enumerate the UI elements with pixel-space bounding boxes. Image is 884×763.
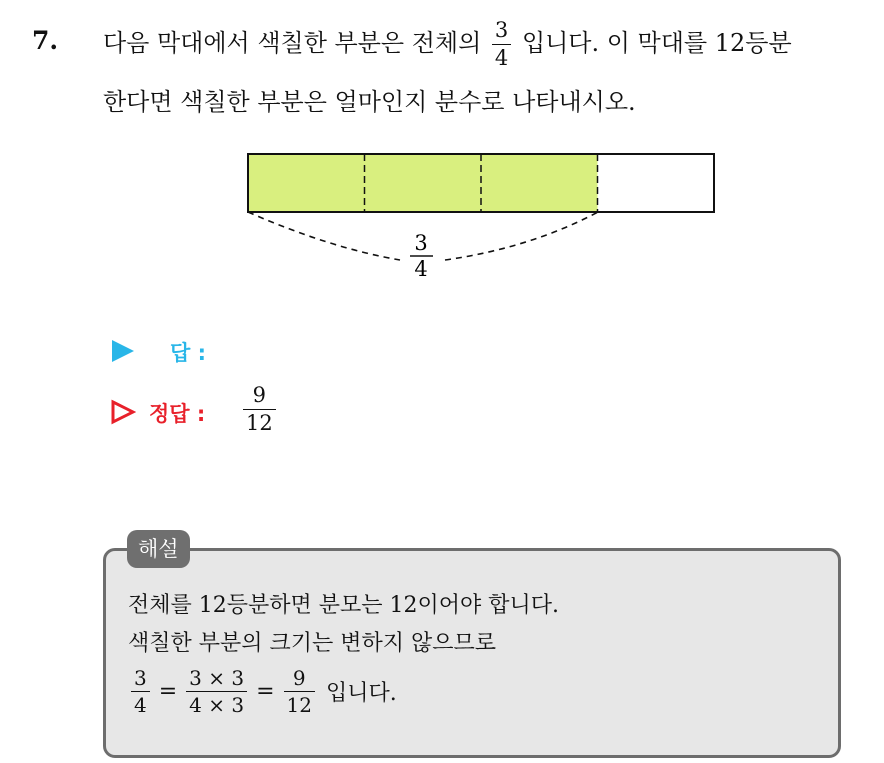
bar-figure <box>230 148 730 292</box>
question-line-1 <box>103 20 792 69</box>
answer-numerator: 9 <box>252 383 267 407</box>
equation-fraction-3 <box>284 668 315 715</box>
eq-f1-den: 4 <box>131 691 150 715</box>
explanation-line-1: 전체를 12등분하면 분모는 12이어야 합니다. <box>128 593 559 618</box>
eq-f3-num: 9 <box>292 666 306 690</box>
bar-shaded-region <box>248 154 598 212</box>
filled-triangle-icon <box>110 338 136 364</box>
eq-f1-num: 3 <box>134 666 147 690</box>
equals-sign-2: = <box>256 679 275 704</box>
fraction-numerator: 3 <box>494 18 509 42</box>
outline-triangle-icon <box>110 399 136 425</box>
brace-fraction-numerator: 3 <box>414 231 428 255</box>
answer-denominator: 12 <box>243 409 276 434</box>
explanation-tab: 해설 <box>127 530 190 568</box>
correct-answer-fraction <box>240 385 279 434</box>
explanation-line-2: 색칠한 부분의 크기는 변하지 않으므로 <box>128 631 497 656</box>
explanation-equation <box>128 668 397 715</box>
brace-fraction-denominator: 4 <box>414 257 428 281</box>
question-text-before: 다음 막대에서 색칠한 부분은 전체의 <box>103 29 482 57</box>
fraction-denominator: 4 <box>492 44 511 69</box>
bar-figure-svg <box>230 148 730 288</box>
eq-f2-den: 4 × 3 <box>186 691 247 715</box>
question-fraction <box>492 20 511 69</box>
question-number: 7. <box>32 26 59 55</box>
equation-end-text: 입니다. <box>325 681 397 706</box>
eq-f3-den: 12 <box>284 691 315 715</box>
question-line-2: 한다면 색칠한 부분은 얼마인지 분수로 나타내시오. <box>103 88 636 116</box>
equation-fraction-2 <box>186 668 247 715</box>
answer-label: 답 : <box>170 341 206 365</box>
equation-fraction-1 <box>131 668 150 715</box>
correct-answer-label: 정답 : <box>149 402 206 426</box>
equals-sign-1: = <box>158 679 178 704</box>
eq-f2-num: 3 × 3 <box>189 666 245 690</box>
question-text-after: 입니다. 이 막대를 12등분 <box>521 29 792 57</box>
